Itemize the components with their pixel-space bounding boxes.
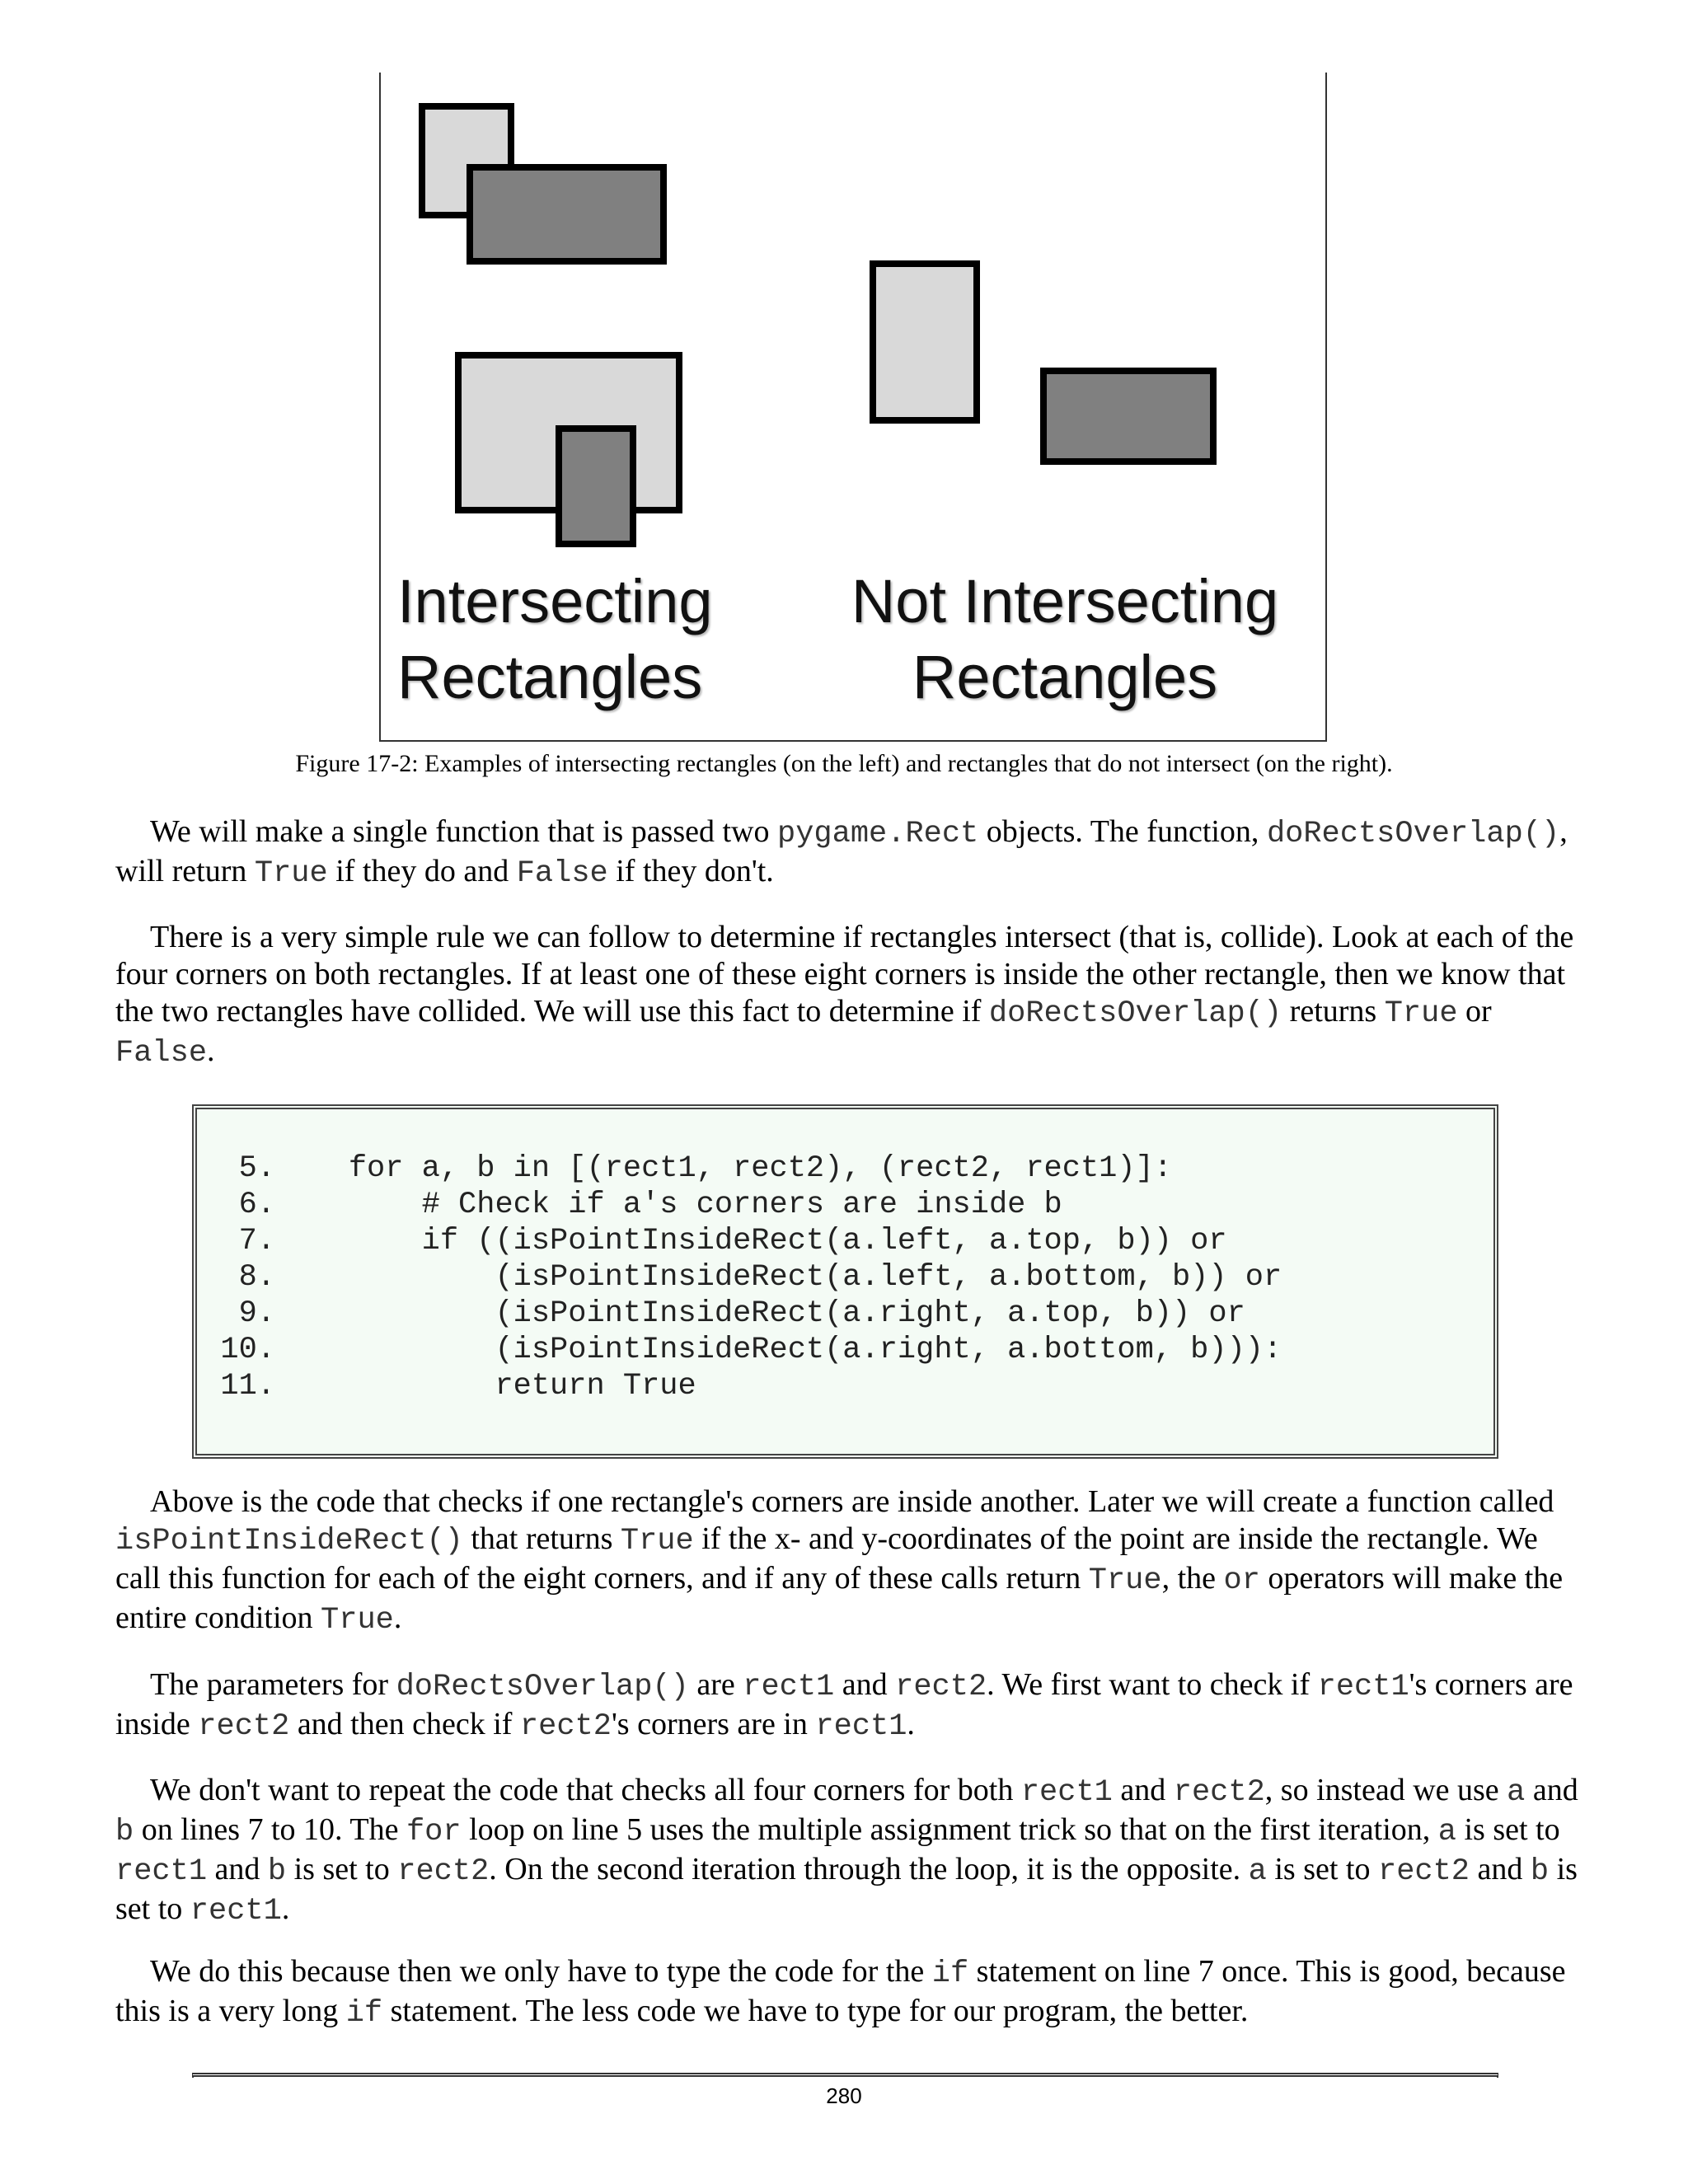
page-number: 280	[826, 2083, 862, 2108]
rect-light-right	[873, 264, 977, 420]
code-line-8: 8. (isPointInsideRect(a.left, a.bottom, b)) or	[238, 1260, 1282, 1295]
intersecting-label-line2: Rectangles	[397, 643, 703, 711]
rect-dark-right	[1043, 371, 1213, 462]
code-line-6: 6. # Check if a's corners are inside b	[238, 1188, 1062, 1222]
not-intersecting-label	[842, 564, 1287, 715]
code-line-10: 10. (isPointInsideRect(a.right, a.bottom, b))):	[220, 1333, 1282, 1367]
paragraph-2: There is a very simple rule we can follow to determine if rectangles intersect (that is, collide). Look at each of the four corners on both rectangles. If at least one of these eight corners is inside the other rectangle, then we know that the two rectangles have collided. We will use this fact to determine if doRectsOverlap() returns True or False.	[115, 920, 1574, 1071]
code-line-11: 11. return True	[220, 1369, 696, 1404]
paragraph-3: Above is the code that checks if one rectangle's corners are inside another. Later we will create a function called isPointInsideRect() that returns True if the x- and y-coordinates of the point are inside the rectangle. We call this function for each of the eight corners, and if any of these calls return True, the or operators will make the entire condition True.	[115, 1484, 1564, 1638]
not-intersecting-label-line2: Rectangles	[912, 643, 1218, 711]
paragraph-6: We do this because then we only have to type the code for the if statement on line 7 once. This is good, because this is a very long if statement. The less code we have to type for our program, the better.	[115, 1954, 1566, 2031]
rect-dark-bottom-left	[559, 429, 633, 544]
code-line-9: 9. (isPointInsideRect(a.right, a.top, b)) or	[238, 1296, 1245, 1331]
not-intersecting-label-line1: Not Intersecting	[851, 567, 1279, 635]
intersecting-label-line1: Intersecting	[397, 567, 713, 635]
paragraph-4: The parameters for doRectsOverlap() are rect1 and rect2. We first want to check if rect1's corners are inside rect2 and then check if rect2's corners are in rect1.	[115, 1667, 1573, 1744]
footer-rule	[192, 2073, 1498, 2078]
code-line-5: 5. for a, b in [(rect1, rect2), (rect2, rect1)]:	[238, 1151, 1172, 1186]
code-listing	[192, 1104, 1498, 1459]
figure-17-2	[379, 73, 1327, 742]
code-line-7: 7. if ((isPointInsideRect(a.left, a.top, b)) or	[238, 1224, 1227, 1258]
rect-dark-top-left	[470, 167, 663, 261]
figure-caption: Figure 17-2: Examples of intersecting rectangles (on the left) and rectangles that do not intersect (on the right).	[295, 750, 1393, 777]
intersecting-label	[397, 564, 713, 715]
paragraph-1: We will make a single function that is passed two pygame.Rect objects. The function, doRectsOverlap(), will return True if they do and False if they don't.	[115, 814, 1568, 891]
paragraph-5: We don't want to repeat the code that checks all four corners for both rect1 and rect2, so instead we use a and b on lines 7 to 10. The for loop on line 5 uses the multiple assignment trick so that on the first iteration, a is set to rect1 and b is set to rect2. On the second iteration through the loop, it is the opposite. a is set to rect2 and b is set to rect1.	[115, 1773, 1578, 1929]
